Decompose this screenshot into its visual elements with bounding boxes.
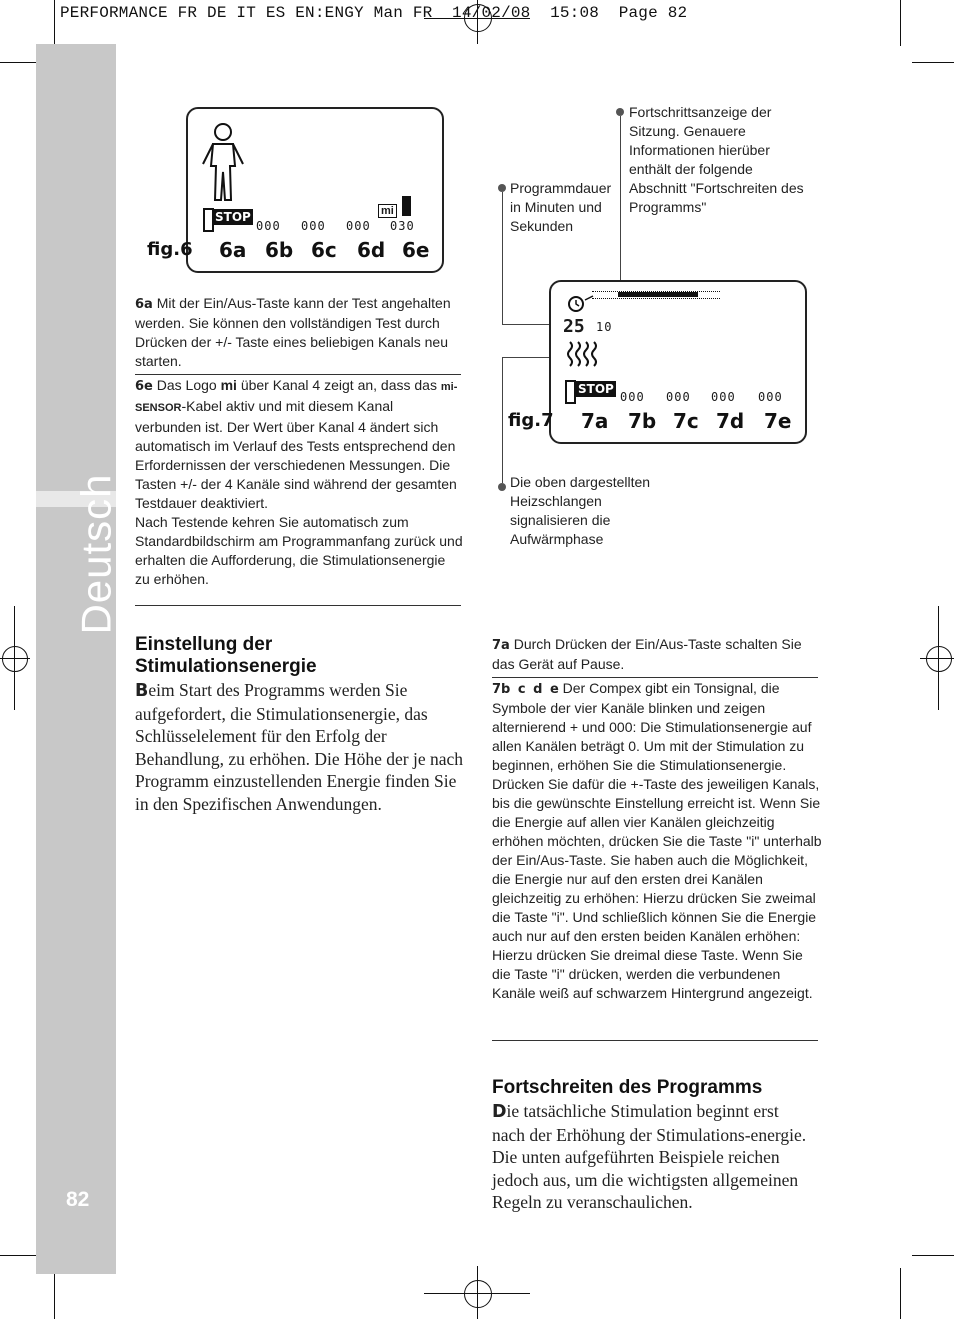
fig7-label-d: 7d <box>716 409 745 433</box>
channel-4-value: 030 <box>390 219 415 233</box>
registration-mark <box>14 606 15 710</box>
battery-icon <box>565 380 576 404</box>
fig7-label-e: 7e <box>764 409 792 433</box>
fig6-label: fig.6 <box>147 239 193 260</box>
mi-sensor-inline: mi-SENSOR <box>135 381 458 414</box>
stop-indicator: STOP <box>578 382 614 396</box>
crop-mark <box>54 1268 55 1319</box>
channel-3-value: 000 <box>346 219 371 233</box>
crop-mark <box>912 62 954 63</box>
leader-line <box>502 357 503 483</box>
heading-stimulation-energy: Einstellung der Stimulationsenergie <box>135 634 317 677</box>
crop-mark <box>900 1268 901 1319</box>
registration-mark <box>920 658 954 659</box>
channel-4-value: 000 <box>758 390 783 404</box>
leader-line <box>502 324 556 325</box>
clock-icon <box>567 294 595 314</box>
program-time-minutes: 25 <box>563 316 585 337</box>
annotation-progress: Fortschrittsanzeige der Sitzung. Genauere Informationen hierüber enthält der folgende Abschnitt "Fortschreiten des Programms" <box>629 104 804 215</box>
channel-2-value: 000 <box>666 390 691 404</box>
text-6e <box>135 376 463 589</box>
body-figure-icon <box>200 120 246 206</box>
progress-bar-fill <box>618 292 698 297</box>
body-6e-part2: über Kanal 4 zeigt an, dass das <box>240 377 437 393</box>
registration-mark <box>424 1293 530 1294</box>
crop-mark <box>54 0 55 46</box>
divider <box>492 677 818 678</box>
fig7-label-c: 7c <box>673 409 699 433</box>
sidebar-language-label: Deutsch <box>72 473 120 635</box>
divider <box>492 1040 818 1041</box>
channel-1-value: 000 <box>620 390 645 404</box>
body-7a: Durch Drücken der Ein/Aus-Taste schalten Sie das Gerät auf Pause. <box>492 636 802 672</box>
text-7a <box>492 635 822 674</box>
annotation-heat: Die oben dargestellten Heizschlangen signalisieren die Aufwärmphase <box>510 474 651 547</box>
program-time-seconds: 10 <box>596 320 613 334</box>
registration-mark <box>0 658 30 659</box>
mi-logo-inline: mi <box>220 377 237 393</box>
fig7-label-a: 7a <box>581 409 609 433</box>
fig7-label-b: 7b <box>628 409 657 433</box>
stop-indicator: STOP <box>215 210 251 224</box>
text-6a <box>135 294 463 371</box>
bullet-icon <box>498 184 506 192</box>
body-6a: Mit der Ein/Aus-Taste kann der Test angehalten werden. Sie können den vollständigen Test durch Drücken der +/- Taste eines beliebigen Kanals neu starten. <box>135 295 451 369</box>
body-6e-part4: Nach Testende kehren Sie automatisch zum Standardbildschirm am Programmanfang zurück und erhalten die Aufforderung, die Stimulationsenergie zu erhöhen. <box>135 514 463 587</box>
heating-coil-icon <box>566 340 598 372</box>
registration-mark <box>2 646 28 672</box>
fig6-label-a: 6a <box>219 238 247 262</box>
fig7-label: fig.7 <box>508 410 554 431</box>
channel-1-value: 000 <box>256 219 281 233</box>
lead-7a: 7a <box>492 638 510 653</box>
heading-program-progress: Fortschreiten des Programms <box>492 1077 763 1098</box>
body-text: eim Start des Programms werden Sie aufgefordert, die Stimulationsenergie, das Schlüsselelement für den Erfolg der Behandlung, zu erhöhen. Die Höhe der je nach Programm einzustellenden Energie finden Sie in den Spezifischen Anwendungen. <box>135 680 464 814</box>
lead-6a: 6a <box>135 297 153 312</box>
body-stimulation-energy <box>135 679 463 815</box>
lead-7bcde: 7b c d e <box>492 682 559 697</box>
lead-6e: 6e <box>135 379 153 394</box>
dropcap: B <box>135 681 149 701</box>
body-text: ie tatsächliche Stimulation beginnt erst nach der Erhöhung der Stimulations-energie. Die unten aufgeführten Beispiele reichen jedoch aus, um die wichtigsten allgemeinen Regeln zu veranschaulichen. <box>492 1101 807 1212</box>
registration-mark <box>926 646 952 672</box>
fig6-label-e: 6e <box>402 238 430 262</box>
crop-mark <box>912 1255 954 1256</box>
registration-mark <box>938 606 939 710</box>
body-6e-part3: -Kabel aktiv und mit diesem Kanal verbunden ist. Der Wert über Kanal 4 ändert sich automatisch im Verlauf des Tests entsprechend den Erfordernissen der verschiedenen Messungen. Die Tasten +/- der 4 Kanäle sind während der gesamten Testdauer deaktiviert. <box>135 398 457 511</box>
channel-3-value: 000 <box>711 390 736 404</box>
fig6-label-d: 6d <box>357 238 386 262</box>
channel-2-value: 000 <box>301 219 326 233</box>
print-header: PERFORMANCE FR DE IT ES EN:ENGY Man FR 14/02/08 15:08 Page 82 <box>60 4 688 22</box>
divider <box>135 605 461 606</box>
fig6-label-b: 6b <box>265 238 294 262</box>
bullet-icon <box>498 483 506 491</box>
page-number: 82 <box>66 1188 90 1211</box>
dropcap: D <box>492 1102 507 1122</box>
language-sidebar <box>36 44 120 1274</box>
body-6e-part1: Das Logo <box>156 377 217 393</box>
registration-mark <box>464 1280 492 1308</box>
divider <box>135 374 461 375</box>
annotation-duration: Programmdauer in Minuten und Sekunden <box>510 180 612 234</box>
bullet-icon <box>616 108 624 116</box>
fig6-label-c: 6c <box>311 238 337 262</box>
mi-logo-icon: mi <box>378 204 397 218</box>
leader-line <box>502 192 503 324</box>
crop-mark <box>900 0 901 46</box>
body-7bcde: Der Compex gibt ein Tonsignal, die Symbole der vier Kanäle blinken und zeigen alternierend + und 000: Die Stimulationsenergie auf allen Kanälen beträgt 0. Um mit der Stimulation zu beginnen, erhöhen Sie die Stimulationsenergie. Drücken Sie dafür die +-Taste des jeweiligen Kanals, bis die gewünschte Einstellung erreicht ist. Wenn Sie die Energie auf allen vier Kanälen gleichzeitig erhöhen möchten, drücken Sie die Taste "i" unterhalb der Ein/Aus-Taste. Sie haben auch die Möglichkeit, die Energie nur auf den ersten drei Kanälen gleichzeitig zu erhöhen: Hierzu drücken Sie zweimal die Taste "i". Und schließlich können Sie die Energie auch nur auf den ersten beiden Kanälen erhöhen: Hierzu drücken Sie dreimal diese Taste. Wenn Sie die Taste "i" drücken, werden die verbundenen Kanäle weiß auf schwarzem Hintergrund angezeigt. <box>492 680 822 1001</box>
body-program-progress <box>492 1100 816 1214</box>
signal-bar-icon <box>402 196 411 216</box>
text-7bcde <box>492 679 822 1003</box>
leader-line <box>620 116 621 292</box>
